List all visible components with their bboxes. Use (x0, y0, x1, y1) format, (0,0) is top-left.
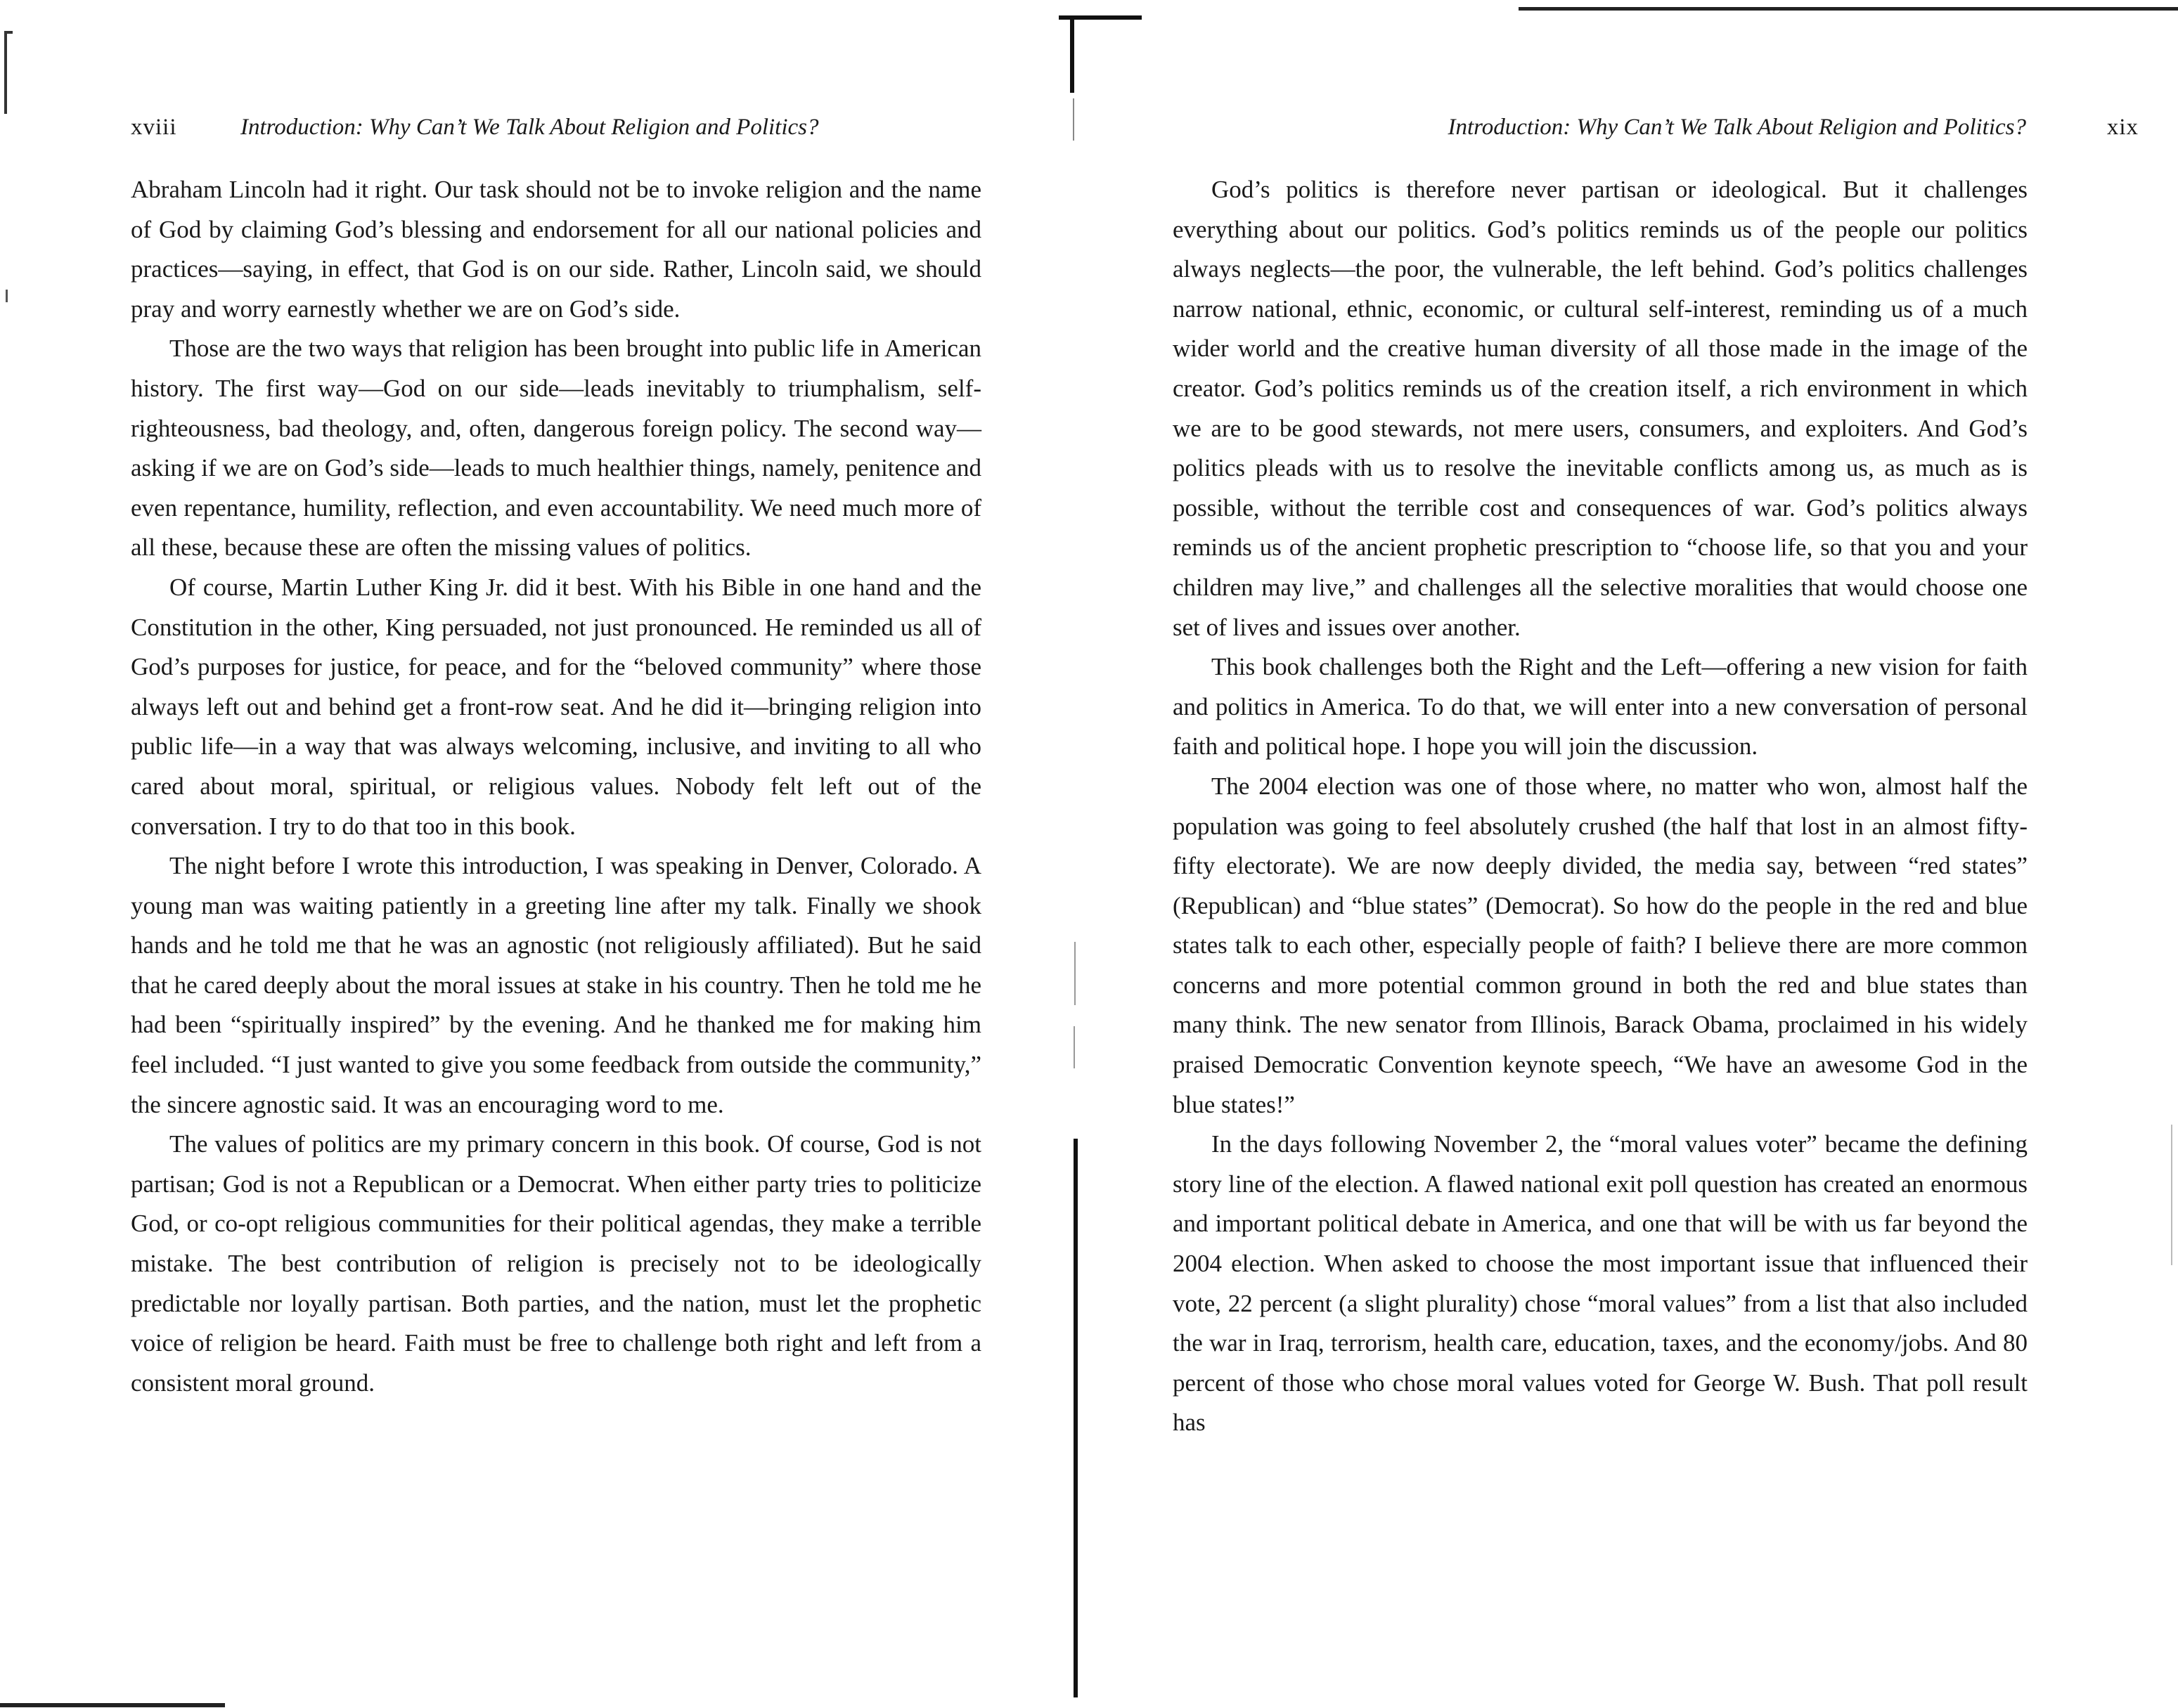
paragraph: The 2004 election was one of those where, no matter who won, almost half the population was going to feel absolutely crushed (the half that lost in an almost fifty-fifty electorate). We are now deeply divided, the media say, between “red states” (Republican) and “blue states” (Democrat). So how do the people in the red and blue states talk to each other, especially people of faith? I believe there are more common concerns and more potential common ground in both the red and blue states than many think. The new senator from Illinois, Barack Obama, proclaimed in his widely praised Democratic Convention keynote speech, “We have an awesome God in the blue states!” (1173, 772, 2028, 1118)
running-head (1284, 110, 2139, 145)
paragraph: This book challenges both the Right and the Left—offering a new vision for faith and politics in America. To do that, we will enter into a new conversation of personal faith and political hope. I hope you will join the discussion. (1173, 653, 2028, 761)
running-head (131, 110, 981, 145)
page-number: xix (2106, 115, 2139, 140)
body-text (131, 170, 981, 1403)
paragraph: Of course, Martin Luther King Jr. did it best. With his Bible in one hand and the Constitution in the other, King persuaded, not just pronounced. He reminded us all of God’s purposes for justice, for peace, and for the “beloved community” where those always left out and behind get a front-row seat. And he did it—bringing religion into public life—in a way that was always welcoming, inclusive, and inviting to all who cared about moral, spiritual, or religious values. Nobody felt left out of the conversation. I try to do that too in this book. (131, 573, 981, 840)
paragraph: The values of politics are my primary concern in this book. Of course, God is not partisan; God is not a Republican or a Democrat. When either party tries to politicize God, or co-opt religious communities for their political agendas, they make a terrible mistake. The best contribution of religion is precisely not to be ideologically predictable nor loyally partisan. Both parties, and the nation, must let the prophetic voice of religion be heard. Faith must be free to challenge both right and left from a consistent moral ground. (131, 1130, 981, 1397)
paragraph: God’s politics is therefore never partisan or ideological. But it challenges everything about our politics. God’s politics reminds us of the people our politics always neglects—the poor, the vulnerable, the left behind. God’s politics challenges narrow national, ethnic, economic, or cultural self-interest, reminding us of a much wider world and the creative human diversity of all those made in the image of the creator. God’s politics reminds us of the creation itself, a rich environment in which we are to be good stewards, not mere users, consumers, and exploiters. And God’s politics pleads with us to resolve the inevitable conflicts among us, as much as is possible, without the terrible cost and consequences of war. God’s politics always reminds us of the ancient prophetic prescription to “choose life, so that you and your children may live,” and challenges all the selective moralities that would choose one set of lives and issues over another. (1173, 176, 2028, 641)
paragraph: The night before I wrote this introduction, I was speaking in Denver, Colorado. A young man was waiting patiently in a greeting line after my talk. Finally we shook hands and he told me that he was an agnostic (not religiously affiliated). But he said that he cared deeply about the moral issues at stake in his country. Then he told me he had been “spiritually inspired” by the evening. And he thanked me for making him feel included. “I just wanted to give you some feedback from outside the community,” the sincere agnostic said. It was an encouraging word to me. (131, 852, 981, 1118)
body-text (1173, 170, 2028, 1443)
running-title: Introduction: Why Can’t We Talk About Religion and Politics? (1448, 115, 2026, 140)
running-title: Introduction: Why Can’t We Talk About Religion and Politics? (240, 115, 819, 140)
left-page (0, 0, 1083, 1708)
paragraph: Abraham Lincoln had it right. Our task should not be to invoke religion and the name of God by claiming God’s blessing and endorsement for all our national policies and practices—saying, in effect, that God is on our side. Rather, Lincoln said, we should pray and worry earnestly whether we are on God’s side. (131, 176, 981, 323)
right-page (1083, 0, 2178, 1708)
paragraph: In the days following November 2, the “moral values voter” became the defining story line of the election. A flawed national exit poll question has created an enormous and important political debate in America, and one that will be with us far beyond the 2004 election. When asked to choose the most important issue that influenced their vote, 22 percent (a slight plurality) chose “moral values” from a list that also included the war in Iraq, terrorism, health care, education, taxes, and the economy/jobs. And 80 percent of those who chose moral values voted for George W. Bush. That poll result has (1173, 1130, 2028, 1437)
page-number: xviii (131, 115, 177, 140)
paragraph: Those are the two ways that religion has been brought into public life in American history. The first way—God on our side—leads inevitably to triumphalism, self-righteousness, bad theology, and, often, dangerous foreign policy. The second way—asking if we are on God’s side—leads to much healthier things, namely, penitence and even repentance, humility, reflection, and even accountability. We need much more of all these, because these are often the missing values of politics. (131, 335, 981, 562)
